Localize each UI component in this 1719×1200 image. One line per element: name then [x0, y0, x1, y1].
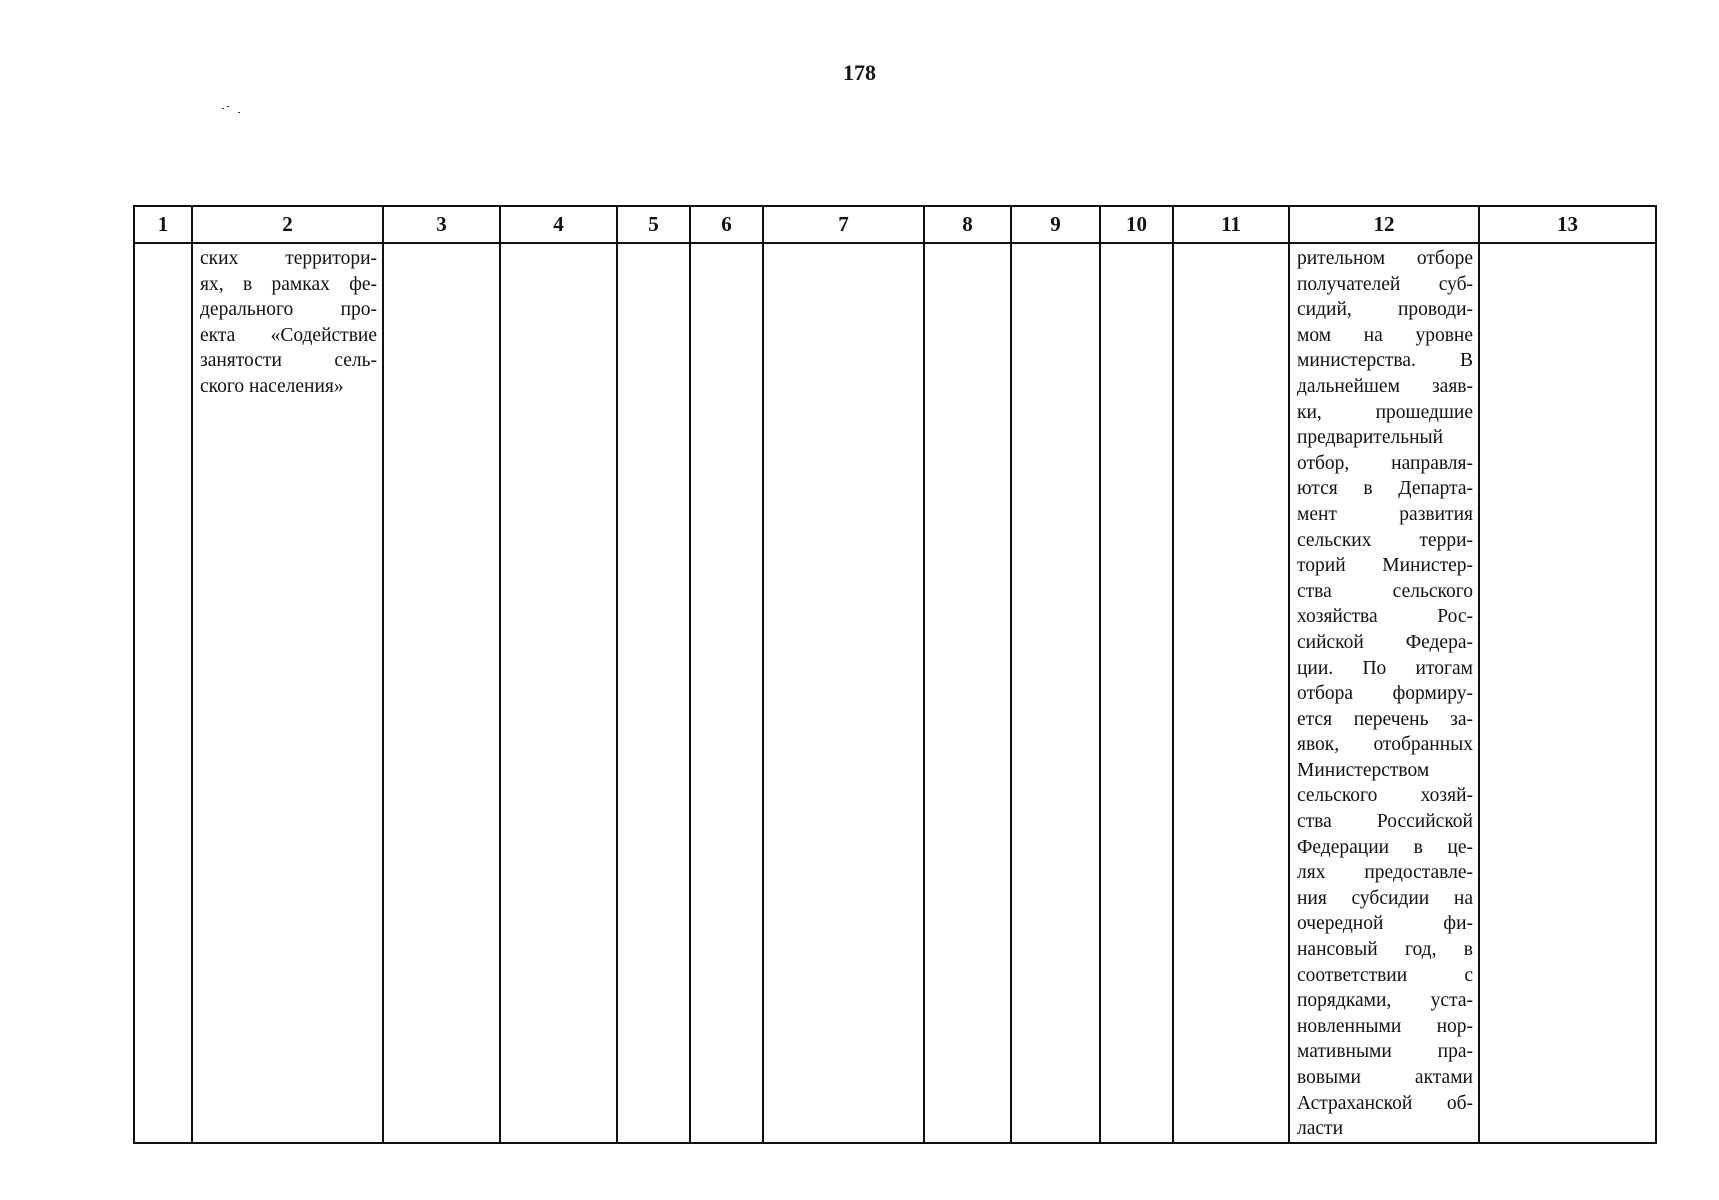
text-line: дальнейшем заяв- [1297, 375, 1473, 397]
text-line: дерального про- [200, 299, 377, 321]
text-line: ки, прошедшие [1297, 401, 1473, 423]
table-cell-col4 [500, 243, 617, 1143]
column-header: 4 [500, 206, 617, 243]
text-line: Астраханской об- [1297, 1092, 1473, 1114]
text-line: сельских терри- [1297, 529, 1473, 551]
column-header: 6 [690, 206, 763, 243]
table-cell-col3 [383, 243, 500, 1143]
column-header: 11 [1173, 206, 1289, 243]
column-header: 1 [134, 206, 192, 243]
table-cell-col7 [763, 243, 924, 1143]
text-line: хозяйства Рос- [1297, 606, 1473, 628]
column-header: 7 [763, 206, 924, 243]
table-cell-col13 [1479, 243, 1656, 1143]
table-cell-col11 [1173, 243, 1289, 1143]
table-cell-col6 [690, 243, 763, 1143]
text-line: ции. По итогам [1297, 657, 1473, 679]
text-line: Министерством [1297, 759, 1430, 781]
text-line: Федерации в це- [1297, 836, 1473, 858]
document-table [133, 205, 1657, 1144]
text-line: соответствии с [1297, 964, 1473, 986]
col2-text [193, 244, 382, 400]
text-line: ского населения» [200, 375, 344, 397]
table-cell-col5 [617, 243, 690, 1143]
text-line: новленными нор- [1297, 1015, 1473, 1037]
table-cell-col8 [924, 243, 1011, 1143]
text-line: ется перечень за- [1297, 708, 1473, 730]
column-header: 9 [1011, 206, 1100, 243]
text-line: ния субсидии на [1297, 887, 1473, 909]
text-line: лях предоставле- [1297, 862, 1473, 884]
table-header-row [134, 206, 1656, 243]
text-line: мом на уровне [1297, 324, 1473, 346]
col12-text [1290, 244, 1478, 1142]
text-line: ских территори- [200, 248, 377, 269]
column-header: 13 [1479, 206, 1656, 243]
table-cell-col1 [134, 243, 192, 1143]
column-header: 3 [383, 206, 500, 243]
column-header: 10 [1100, 206, 1173, 243]
column-header: 5 [617, 206, 690, 243]
text-line: сийской Федера- [1297, 631, 1473, 653]
text-line: получателей суб- [1297, 273, 1473, 295]
column-header: 8 [924, 206, 1011, 243]
text-line: предварительный [1297, 427, 1444, 449]
table-row [134, 243, 1656, 1143]
column-header: 12 [1289, 206, 1479, 243]
text-line: сидий, проводи- [1297, 299, 1473, 321]
text-line: отбора формиру- [1297, 683, 1473, 705]
text-line: торий Министер- [1297, 555, 1473, 577]
table-cell-col9 [1011, 243, 1100, 1143]
table-cell-col12 [1289, 243, 1479, 1143]
text-line: ях, в рамках фе- [200, 273, 377, 295]
text-line: явок, отобранных [1297, 734, 1473, 756]
text-line: очередной фи- [1297, 913, 1473, 935]
text-line: екта «Содействие [200, 324, 377, 346]
text-line: нансовый год, в [1297, 939, 1473, 961]
page-number: 178 [843, 60, 876, 85]
text-line: занятости сель- [200, 350, 377, 372]
text-line: рительном отборе [1297, 248, 1473, 269]
column-header: 2 [192, 206, 383, 243]
text-line: сельского хозяй- [1297, 785, 1473, 807]
text-line: ства Российской [1297, 811, 1473, 833]
text-line: ются в Департа- [1297, 478, 1473, 500]
table-cell-col2 [192, 243, 383, 1143]
text-line: ласти [1297, 1118, 1343, 1140]
text-line: министерства. В [1297, 350, 1473, 372]
text-line: ства сельского [1297, 580, 1473, 602]
table-cell-col10 [1100, 243, 1173, 1143]
scan-artifact [222, 106, 240, 114]
text-line: отбор, направля- [1297, 452, 1473, 474]
text-line: мент развития [1297, 503, 1473, 525]
text-line: вовыми актами [1297, 1067, 1473, 1088]
text-line: мативными пра- [1297, 1041, 1473, 1063]
text-line: порядками, уста- [1297, 990, 1473, 1012]
